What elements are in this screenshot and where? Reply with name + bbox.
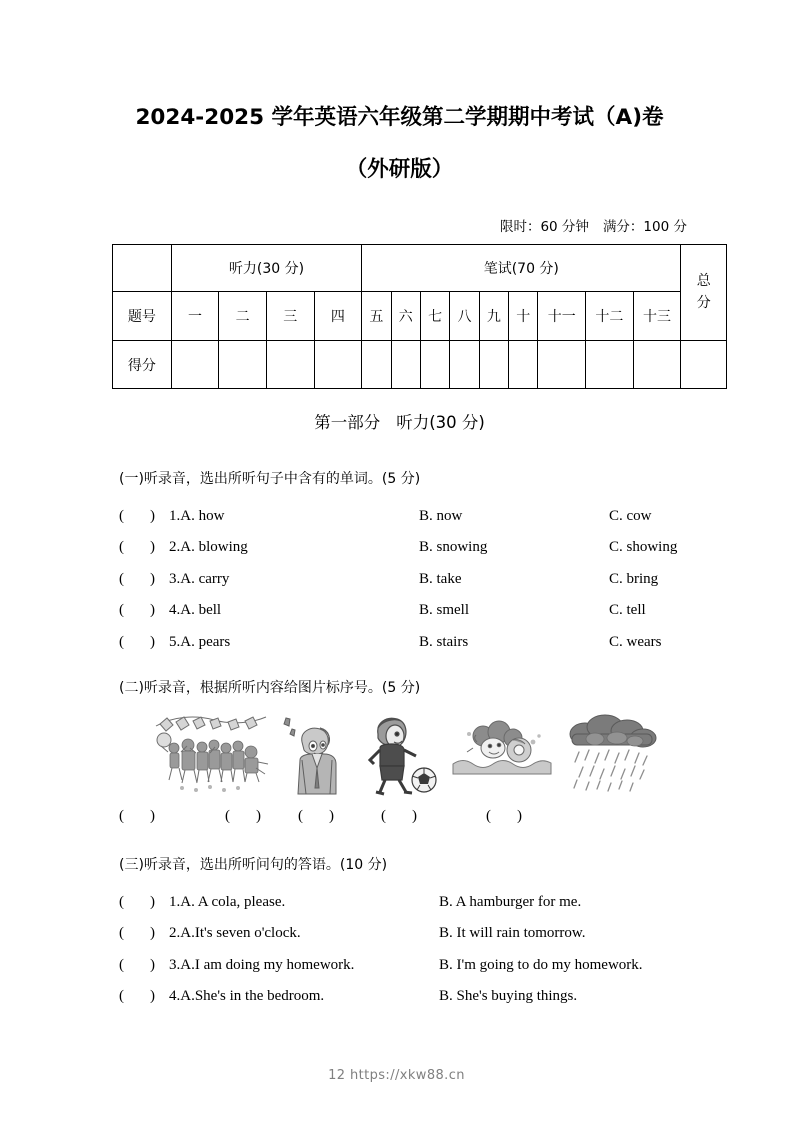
- row-label-question-number: 题号: [113, 292, 172, 341]
- answer-bracket[interactable]: ( ): [119, 808, 155, 824]
- option-a[interactable]: 1.A. how: [169, 508, 225, 524]
- question-row: [119, 602, 719, 633]
- answer-bracket[interactable]: ( ): [119, 956, 155, 973]
- option-a[interactable]: 2.A.It's seven o'clock.: [169, 925, 301, 942]
- part-one-heading-sub: 听力(30 分): [396, 413, 485, 432]
- table-corner-cell: [113, 245, 172, 292]
- score-entry-cell[interactable]: [420, 341, 449, 389]
- section-two-answer-brackets: [119, 808, 719, 834]
- section-three-question-list: [119, 894, 719, 1020]
- score-entry-cell[interactable]: [266, 341, 314, 389]
- answer-bracket[interactable]: ( ): [119, 602, 155, 619]
- party-crowd-picture: [152, 712, 270, 798]
- option-b[interactable]: B. smell: [419, 602, 470, 619]
- answer-bracket[interactable]: ( ): [486, 808, 522, 824]
- section-three-heading: (三)听录音，选出所听问句的答语。(10 分): [119, 857, 388, 873]
- question-number-cell: 八: [450, 292, 479, 341]
- time-limit-label: 限时：60 分钟: [499, 219, 589, 235]
- option-b[interactable]: B. snowing: [419, 539, 488, 556]
- option-b[interactable]: B. A hamburger for me.: [439, 894, 582, 910]
- option-b[interactable]: B. I'm going to do my homework.: [439, 956, 643, 973]
- option-c[interactable]: C. wears: [609, 633, 662, 650]
- page-footer-watermark: 12 https://xkw88.cn: [328, 1068, 465, 1083]
- table-row-question-numbers: [113, 292, 727, 341]
- total-label-bottom: 分: [696, 294, 711, 311]
- option-b[interactable]: B. now: [419, 508, 463, 524]
- option-a[interactable]: 4.A.She's in the bedroom.: [169, 988, 325, 1005]
- question-row: [119, 539, 719, 570]
- score-entry-cell[interactable]: [391, 341, 420, 389]
- question-row: [119, 957, 719, 988]
- section-one-question-list: [119, 508, 719, 665]
- answer-bracket[interactable]: ( ): [119, 570, 155, 587]
- question-number-cell: 十三: [633, 292, 681, 341]
- question-number-cell: 七: [420, 292, 449, 341]
- question-number-cell: 六: [391, 292, 420, 341]
- score-entry-cell[interactable]: [479, 341, 508, 389]
- question-row: [119, 634, 719, 665]
- total-score-header: [681, 245, 727, 341]
- score-entry-cell[interactable]: [450, 341, 479, 389]
- option-b[interactable]: B. She's buying things.: [439, 988, 578, 1005]
- group-header-written: 笔试(70 分): [362, 245, 681, 292]
- option-a[interactable]: 3.A. carry: [169, 570, 230, 587]
- part-one-heading: [112, 409, 687, 433]
- option-c[interactable]: C. cow: [609, 508, 652, 524]
- score-entry-cell[interactable]: [509, 341, 538, 389]
- question-number-cell: 十二: [586, 292, 634, 341]
- answer-bracket[interactable]: ( ): [298, 808, 334, 824]
- question-number-cell: 九: [479, 292, 508, 341]
- question-row: [119, 508, 719, 539]
- thinking-man-picture: [276, 712, 346, 798]
- option-b[interactable]: B. stairs: [419, 633, 469, 650]
- option-c[interactable]: C. bring: [609, 570, 659, 587]
- child-swimming-picture: [447, 712, 557, 798]
- option-b[interactable]: B. It will rain tomorrow.: [439, 925, 586, 942]
- option-c[interactable]: C. showing: [609, 539, 678, 556]
- question-number-cell: 二: [219, 292, 267, 341]
- option-a[interactable]: 5.A. pears: [169, 633, 231, 650]
- row-label-score: 得分: [113, 341, 172, 389]
- part-one-heading-main: 第一部分: [314, 413, 381, 432]
- answer-bracket[interactable]: ( ): [119, 894, 155, 910]
- section-two-heading: (二)听录音，根据所听内容给图片标序号。(5 分): [119, 680, 421, 696]
- table-row-scores: [113, 341, 727, 389]
- question-number-cell: 五: [362, 292, 391, 341]
- question-row: [119, 571, 719, 602]
- score-table: [112, 244, 727, 389]
- answer-bracket[interactable]: ( ): [119, 925, 155, 942]
- score-entry-cell[interactable]: [633, 341, 681, 389]
- boy-playing-football-picture: [354, 712, 438, 798]
- score-entry-cell[interactable]: [538, 341, 586, 389]
- question-number-cell: 十一: [538, 292, 586, 341]
- option-a[interactable]: 4.A. bell: [169, 602, 222, 619]
- raining-cloud-picture: [567, 712, 657, 798]
- question-number-cell: 一: [171, 292, 219, 341]
- question-number-cell: 三: [266, 292, 314, 341]
- answer-bracket[interactable]: ( ): [225, 808, 261, 824]
- answer-bracket[interactable]: ( ): [119, 988, 155, 1005]
- total-label-top: 总: [696, 272, 711, 289]
- question-row: [119, 894, 719, 925]
- section-two-picture-row: [119, 712, 719, 798]
- answer-bracket[interactable]: ( ): [381, 808, 417, 824]
- total-score-entry-cell[interactable]: [681, 341, 727, 389]
- option-a[interactable]: 1.A. A cola, please.: [169, 894, 286, 910]
- question-row: [119, 988, 719, 1019]
- page-title: [112, 105, 687, 183]
- table-row-groups: [113, 245, 727, 292]
- option-c[interactable]: C. tell: [609, 602, 646, 619]
- question-row: [119, 925, 719, 956]
- exam-info-line: [112, 215, 687, 235]
- score-entry-cell[interactable]: [362, 341, 391, 389]
- question-number-cell: 四: [314, 292, 362, 341]
- answer-bracket[interactable]: ( ): [119, 508, 155, 524]
- full-score-label: 满分：100 分: [602, 219, 687, 235]
- answer-bracket[interactable]: ( ): [119, 539, 155, 556]
- score-entry-cell[interactable]: [314, 341, 362, 389]
- answer-bracket[interactable]: ( ): [119, 633, 155, 650]
- option-a[interactable]: 3.A.I am doing my homework.: [169, 956, 355, 973]
- section-one-heading: (一)听录音，选出所听句子中含有的单词。(5 分): [119, 471, 421, 487]
- option-b[interactable]: B. take: [419, 570, 462, 587]
- exam-title-line-1: 2024-2025 学年英语六年级第二学期期中考试（A)卷: [135, 105, 664, 130]
- score-entry-cell[interactable]: [171, 341, 219, 389]
- score-entry-cell[interactable]: [219, 341, 267, 389]
- question-number-cell: 十: [509, 292, 538, 341]
- group-header-listening: 听力(30 分): [171, 245, 361, 292]
- exam-title-line-2: （外研版）: [345, 156, 454, 182]
- option-a[interactable]: 2.A. blowing: [169, 539, 248, 556]
- score-entry-cell[interactable]: [586, 341, 634, 389]
